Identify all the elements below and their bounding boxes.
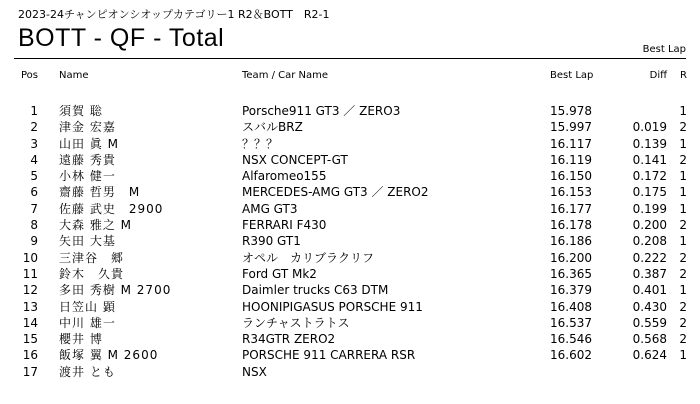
row-r: 2 bbox=[679, 332, 687, 347]
row-r: 1 bbox=[679, 348, 687, 363]
table-header bbox=[0, 70, 700, 84]
row-team: HOONIPIGASUS PORSCHE 911 bbox=[242, 299, 423, 314]
row-r: 2 bbox=[679, 218, 687, 233]
row-pos: 13 bbox=[22, 299, 38, 314]
row-pos: 6 bbox=[30, 185, 38, 200]
sort-label: Best Lap bbox=[642, 44, 686, 55]
header-team: Team / Car Name bbox=[242, 70, 329, 81]
row-diff: 0.175 bbox=[632, 185, 667, 200]
table-row bbox=[0, 119, 700, 135]
row-team: スバルBRZ bbox=[242, 120, 303, 135]
row-team: Ford GT Mk2 bbox=[242, 266, 317, 281]
row-name: 多田 秀樹 M 2700 bbox=[59, 283, 172, 298]
row-diff: 0.222 bbox=[632, 250, 667, 265]
row-diff: 0.141 bbox=[632, 152, 667, 167]
table-row bbox=[0, 184, 700, 200]
row-best-lap: 16.119 bbox=[550, 152, 592, 167]
row-diff: 0.200 bbox=[632, 218, 667, 233]
row-diff: 0.430 bbox=[632, 299, 667, 314]
event-subtitle: 2023-24チャンピオンシオップカテゴリー1 R2＆BOTT R2-1 bbox=[18, 8, 330, 21]
row-diff: 0.401 bbox=[632, 283, 667, 298]
row-pos: 1 bbox=[30, 104, 38, 118]
row-name: 齋藤 哲男 M bbox=[59, 185, 141, 200]
row-name: 須賀 聡 bbox=[59, 104, 103, 118]
header-best-lap: Best Lap bbox=[550, 70, 594, 81]
row-diff: 0.139 bbox=[632, 136, 667, 151]
row-name: 遠藤 秀貴 bbox=[59, 152, 116, 167]
table-row bbox=[0, 217, 700, 233]
row-team: R390 GT1 bbox=[242, 234, 301, 249]
row-best-lap: 16.537 bbox=[550, 315, 592, 330]
row-team: オペル カリブラクリフ bbox=[242, 250, 375, 265]
row-team: NSX CONCEPT-GT bbox=[242, 152, 348, 167]
row-pos: 3 bbox=[30, 136, 38, 151]
row-best-lap: 16.365 bbox=[550, 266, 592, 281]
row-name: 佐藤 武史 2900 bbox=[59, 201, 164, 216]
row-diff: 0.624 bbox=[632, 348, 667, 363]
table-row bbox=[0, 347, 700, 363]
row-team: FERRARI F430 bbox=[242, 218, 327, 233]
row-name: 日笠山 顕 bbox=[59, 299, 116, 314]
row-team: AMG GT3 bbox=[242, 201, 298, 216]
row-diff: 0.387 bbox=[632, 266, 667, 281]
row-name: 津金 宏嘉 bbox=[59, 120, 116, 135]
row-pos: 4 bbox=[30, 152, 38, 167]
row-diff: 0.559 bbox=[632, 315, 667, 330]
row-name: 小林 健一 bbox=[59, 169, 116, 184]
header-pos: Pos bbox=[20, 70, 38, 81]
table-row bbox=[0, 331, 700, 347]
row-r: 1 bbox=[679, 169, 687, 184]
row-r: 2 bbox=[679, 299, 687, 314]
results-table bbox=[0, 103, 700, 380]
table-row bbox=[0, 315, 700, 331]
row-r: 1 bbox=[679, 201, 687, 216]
row-team: Daimler trucks C63 DTM bbox=[242, 283, 389, 298]
row-name: 三津谷 郷 bbox=[59, 250, 125, 265]
table-row bbox=[0, 136, 700, 152]
table-row bbox=[0, 282, 700, 298]
row-name: 渡井 とも bbox=[59, 364, 116, 379]
row-name: 櫻井 博 bbox=[59, 332, 103, 347]
row-diff: 0.172 bbox=[632, 169, 667, 184]
row-best-lap: 15.997 bbox=[550, 120, 592, 135]
row-name: 大森 雅之 M bbox=[59, 218, 132, 233]
row-name: 山田 眞 M bbox=[59, 136, 119, 151]
row-best-lap: 16.153 bbox=[550, 185, 592, 200]
row-pos: 17 bbox=[22, 364, 38, 379]
row-pos: 9 bbox=[30, 234, 38, 249]
row-r: 1 bbox=[679, 283, 687, 298]
row-team: Alfaromeo155 bbox=[242, 169, 327, 184]
row-name: 中川 雄一 bbox=[59, 315, 116, 330]
row-r: 1 bbox=[679, 104, 687, 118]
table-row bbox=[0, 266, 700, 282]
table-row bbox=[0, 233, 700, 249]
row-best-lap: 16.117 bbox=[550, 136, 592, 151]
row-team: Porsche911 GT3 ／ ZERO3 bbox=[242, 104, 401, 118]
row-team: MERCEDES-AMG GT3 ／ ZERO2 bbox=[242, 185, 429, 200]
table-row bbox=[0, 250, 700, 266]
row-r: 2 bbox=[679, 120, 687, 135]
row-pos: 14 bbox=[22, 315, 38, 330]
row-best-lap: 16.379 bbox=[550, 283, 592, 298]
row-r: 1 bbox=[679, 185, 687, 200]
row-best-lap: 16.200 bbox=[550, 250, 592, 265]
title-divider bbox=[14, 58, 686, 59]
row-team: NSX bbox=[242, 364, 267, 379]
row-pos: 12 bbox=[22, 283, 38, 298]
row-pos: 10 bbox=[22, 250, 38, 265]
header-name: Name bbox=[59, 70, 89, 81]
row-name: 飯塚 翼 M 2600 bbox=[59, 348, 159, 363]
table-row bbox=[0, 152, 700, 168]
row-best-lap: 16.150 bbox=[550, 169, 592, 184]
row-pos: 11 bbox=[22, 266, 38, 281]
row-name: 矢田 大基 bbox=[59, 234, 116, 249]
row-best-lap: 16.186 bbox=[550, 234, 592, 249]
header-diff: Diff bbox=[649, 70, 667, 81]
row-r: 1 bbox=[679, 136, 687, 151]
row-name: 鈴木 久貴 bbox=[59, 266, 125, 281]
row-best-lap: 16.602 bbox=[550, 348, 592, 363]
row-team: R34GTR ZERO2 bbox=[242, 332, 336, 347]
row-r: 1 bbox=[679, 234, 687, 249]
table-row bbox=[0, 168, 700, 184]
row-diff: 0.199 bbox=[632, 201, 667, 216]
page-title: BOTT - QF - Total bbox=[18, 24, 225, 52]
row-diff: 0.019 bbox=[632, 120, 667, 135]
table-row bbox=[0, 103, 700, 119]
row-best-lap: 16.546 bbox=[550, 332, 592, 347]
row-pos: 2 bbox=[30, 120, 38, 135]
row-r: 2 bbox=[679, 315, 687, 330]
row-best-lap: 16.178 bbox=[550, 218, 592, 233]
header-r: R bbox=[680, 70, 687, 81]
table-row bbox=[0, 364, 700, 380]
row-pos: 7 bbox=[30, 201, 38, 216]
row-r: 2 bbox=[679, 266, 687, 281]
row-team: ？？？ bbox=[242, 136, 279, 151]
row-best-lap: 16.408 bbox=[550, 299, 592, 314]
row-r: 2 bbox=[679, 250, 687, 265]
row-diff: 0.208 bbox=[632, 234, 667, 249]
row-best-lap: 15.978 bbox=[550, 104, 592, 118]
row-team: ランチャストラトス bbox=[242, 315, 350, 330]
row-pos: 15 bbox=[22, 332, 38, 347]
table-row bbox=[0, 201, 700, 217]
row-pos: 16 bbox=[22, 348, 38, 363]
table-row bbox=[0, 299, 700, 315]
row-diff: 0.568 bbox=[632, 332, 667, 347]
row-r: 2 bbox=[679, 152, 687, 167]
row-team: PORSCHE 911 CARRERA RSR bbox=[242, 348, 416, 363]
row-pos: 8 bbox=[30, 218, 38, 233]
row-pos: 5 bbox=[30, 169, 38, 184]
row-best-lap: 16.177 bbox=[550, 201, 592, 216]
